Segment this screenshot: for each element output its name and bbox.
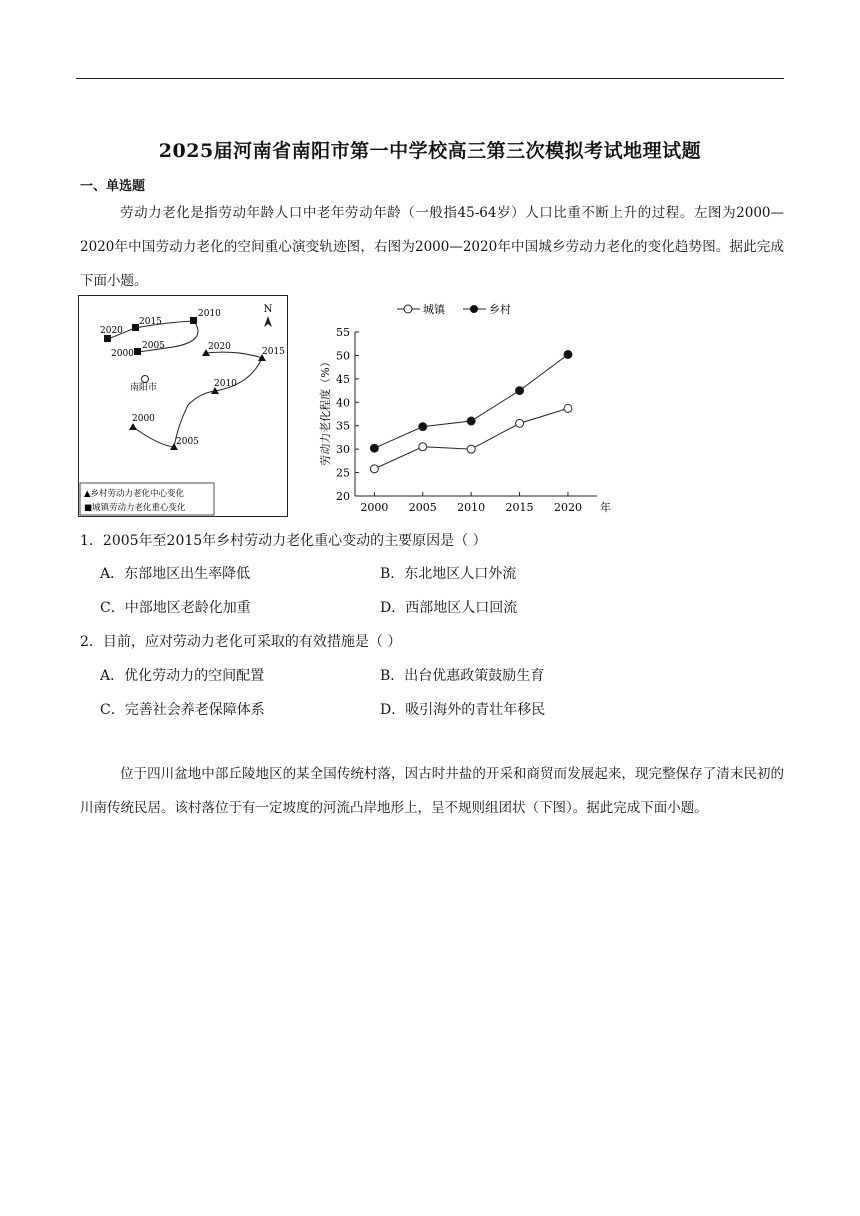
q2-option-d[interactable]: D．吸引海外的青壮年移民: [380, 702, 546, 718]
header-rule: [76, 78, 784, 79]
legend-marker-urban: [404, 305, 412, 313]
urban-point-2015: [132, 324, 139, 331]
aging-trend-chart: [315, 296, 615, 518]
rural-label-2015: 2015: [262, 347, 285, 357]
intro-paragraph-1: 劳动力老化是指劳动年龄人口中老年劳动年龄（一般指45-64岁）人口比重不断上升的过程。左图为2000—2020年中国劳动力老化的空间重心演变轨迹图，右图为2000—2020年中国城乡劳动力老化的变化趋势图。据此完成下面小题。: [80, 205, 784, 289]
urban-point-2000: [134, 348, 141, 355]
data-point-rural: [564, 350, 572, 358]
rural-label-2010: 2010: [214, 379, 237, 389]
data-point-rural: [467, 417, 475, 425]
data-point-rural: [370, 444, 378, 452]
centroid-map: [78, 295, 288, 517]
x-tick-label: 2020: [553, 501, 582, 514]
city-marker: [142, 376, 149, 383]
data-point-urban: [564, 404, 572, 412]
question-1-stem: 1．2005年至2015年乡村劳动力老化重心变动的主要原因是（ ）: [80, 533, 487, 549]
y-axis-label: 劳动力老化程度（%）: [319, 356, 332, 466]
intro-paragraph-2: 位于四川盆地中部丘陵地区的某全国传统村落，因古时井盐的开采和商贸而发展起来，现完整保存了清末民初的川南传统民居。该村落位于有一定坡度的河流凸岸地形上，呈不规则组团状（下图）。据此完成下面小题。: [80, 766, 784, 816]
rural-label-2000: 2000: [132, 414, 155, 424]
data-point-urban: [516, 419, 524, 427]
q1-option-b[interactable]: B．东北地区人口外流: [380, 566, 517, 582]
city-label: 南阳市: [130, 383, 158, 393]
question-2-stem: 2．目前，应对劳动力老化可采取的有效措施是（ ）: [80, 634, 402, 650]
north-label: N: [263, 304, 273, 315]
y-tick-label: 30: [336, 443, 350, 457]
y-tick-label: 55: [336, 326, 350, 339]
legend-urban: ■城镇劳动力老化重心变化: [84, 503, 186, 513]
q1-option-d[interactable]: D．西部地区人口回流: [380, 600, 518, 616]
y-tick-label: 40: [336, 396, 350, 410]
legend-label-urban: 城镇: [423, 303, 445, 316]
rural-label-2005: 2005: [176, 437, 199, 447]
x-axis-unit: 年: [600, 501, 611, 514]
urban-label-2005: 2005: [142, 341, 165, 351]
data-point-rural: [419, 423, 427, 431]
q1-option-c[interactable]: C．中部地区老龄化加重: [100, 600, 251, 616]
legend-marker-rural: [470, 305, 478, 313]
q2-option-c[interactable]: C．完善社会养老保障体系: [100, 702, 265, 718]
q2-option-a[interactable]: A．优化劳动力的空间配置: [100, 668, 265, 684]
y-tick-label: 20: [336, 490, 350, 503]
section-heading: 一、单选题: [80, 179, 146, 194]
x-tick-label: 2000: [360, 501, 389, 514]
y-tick-label: 50: [336, 349, 350, 363]
x-tick-label: 2005: [408, 501, 437, 514]
page-title: 2025届河南省南阳市第一中学校高三第三次模拟考试地理试题: [158, 140, 702, 162]
urban-label-2010: 2010: [198, 309, 221, 319]
rural-label-2020: 2020: [208, 342, 231, 352]
x-tick-label: 2015: [505, 501, 534, 514]
urban-label-2020: 2020: [100, 326, 123, 336]
q2-option-b[interactable]: B．出台优惠政策鼓励生育: [380, 668, 545, 684]
urban-label-2000: 2000: [111, 349, 134, 359]
urban-point-2010: [190, 317, 197, 324]
data-point-urban: [419, 443, 427, 451]
q1-option-a[interactable]: A．东部地区出生率降低: [100, 566, 251, 582]
data-point-urban: [370, 465, 378, 473]
data-point-urban: [467, 445, 475, 453]
x-tick-label: 2010: [457, 501, 486, 514]
y-tick-label: 35: [336, 419, 350, 433]
data-point-rural: [516, 387, 524, 395]
series-line-rural: [374, 354, 568, 448]
urban-label-2015: 2015: [139, 317, 162, 327]
legend-label-rural: 乡村: [489, 303, 511, 316]
urban-point-2020: [104, 335, 111, 342]
y-tick-label: 45: [336, 372, 350, 386]
legend-rural: ▲乡村劳动力老化中心变化: [84, 489, 185, 499]
y-tick-label: 25: [336, 466, 350, 480]
